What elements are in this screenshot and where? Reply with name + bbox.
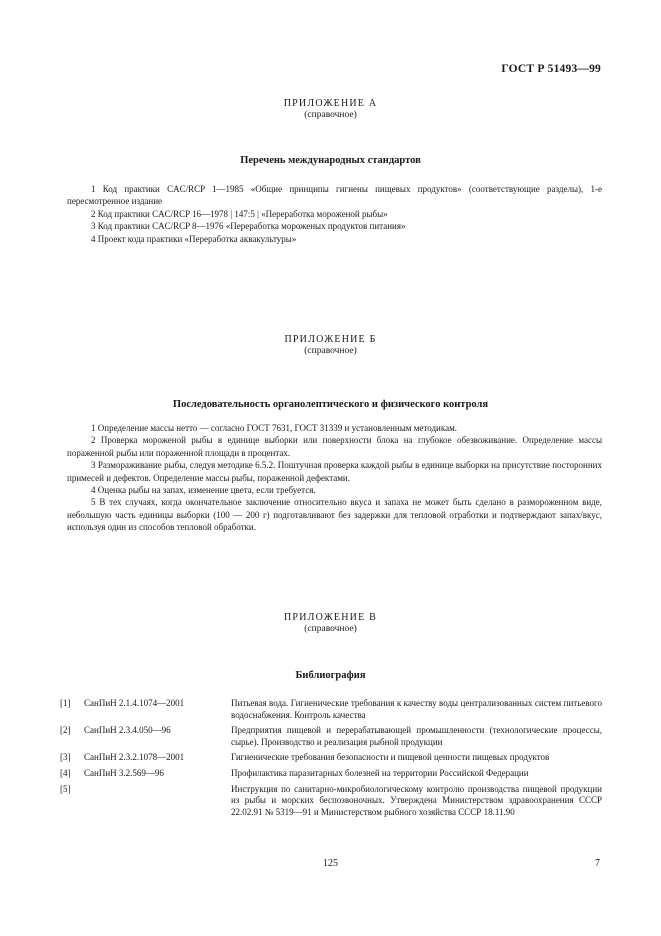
bib-number: [1] <box>60 698 71 708</box>
appendix-b-title: ПРИЛОЖЕНИЕ Б <box>284 334 377 345</box>
bib-number: [2] <box>60 725 71 736</box>
bibliography-row <box>60 784 602 823</box>
list-item: 2 Проверка мороженой рыбы в единице выборки или поверхности блока на глубокое обезвоживание. Определение массы пораженной рыбы или пораженной площади в процентах. <box>67 435 602 458</box>
bib-number: [3] <box>60 752 71 763</box>
bib-number: [4] <box>60 767 71 778</box>
standard-id: ГОСТ Р 51493—99 <box>501 63 601 75</box>
list-item: 5 В тех случаях, когда окончательное заключение относительно вкуса и запаха не может быть сделано в размороженном виде, небольшую часть единицы выборки (100 — 200 г) подготавливают без задержки для тепловой отработки и подтверждают запах/вкус, используя один из способов тепловой обработки. <box>67 497 602 533</box>
appendix-a-heading: Перечень международных стандартов <box>240 155 421 166</box>
list-item: 3 Размораживание рыбы, следуя методике 6.5.2. Поштучная проверка каждой рыбы в единице выборки на присутствие посторонних примесей и дефектов. Определение массы рыбы, пораженной дефектами. <box>67 460 602 483</box>
list-item: 2 Код практики CAC/RCP 16—1978 | 147:5 | «Переработка мороженой рыбы» <box>91 208 388 219</box>
bib-number: [5] <box>60 783 71 794</box>
list-item: 1 Код практики CAC/RCP 1—1985 «Общие принципы гигиены пищевых продуктов» (соответствующие разделы), 1-е пересмотренное издание <box>67 184 602 207</box>
bib-reference: СанПиН 2.1.4.1074—2001 <box>84 698 185 708</box>
bibliography-row <box>60 752 602 768</box>
bib-reference: СанПиН 3.2.569—96 <box>84 767 164 778</box>
bib-text: Гигиенические требования безопасности и пищевой ценности пищевых продуктов <box>231 752 550 763</box>
bibliography-row <box>60 768 602 784</box>
page-number-center: 125 <box>323 858 338 869</box>
list-item: 4 Проект кода практики «Переработка аквакультуры» <box>91 233 297 244</box>
appendix-a-title: ПРИЛОЖЕНИЕ А <box>283 98 378 109</box>
appendix-a-list <box>67 183 602 245</box>
bib-text: Предприятия пищевой и перерабатывающей промышленности (технологические процессы, сырье). Производство и реализация рыбной продукции <box>231 725 602 747</box>
bibliography-table <box>60 698 602 822</box>
list-item: 1 Определение массы нетто — согласно ГОСТ 7631, ГОСТ 31339 и установленным методикам. <box>91 423 458 433</box>
list-item: 3 Код практики CAC/RCP 8—1976 «Переработка мороженых продуктов питания» <box>91 221 406 232</box>
appendix-c-subtitle: (справочное) <box>304 624 357 634</box>
list-item: 4 Оценка рыбы на запах, изменение цвета, если требуется. <box>91 485 316 496</box>
page-number-right: 7 <box>595 858 600 869</box>
bib-reference <box>84 784 231 823</box>
appendix-b-heading: Последовательность органолептического и физического контроля <box>172 399 489 410</box>
appendix-c-title: ПРИЛОЖЕНИЕ В <box>284 612 377 623</box>
bibliography-row <box>60 698 602 725</box>
appendix-c-heading: Библиография <box>295 670 366 681</box>
appendix-b-list <box>67 422 602 534</box>
bib-text: Питьевая вода. Гигиенические требования к качеству воды централизованных систем питьевого водоснабжения. Контроль качества <box>231 698 602 720</box>
bib-text: Профилактика паразитарных болезней на территории Российской Федерации <box>231 767 529 778</box>
appendix-a-subtitle: (справочное) <box>304 110 357 120</box>
bib-reference: СанПиН 2.3.4.050—96 <box>84 725 171 736</box>
bib-reference: СанПиН 2.3.2.1078—2001 <box>84 752 185 763</box>
bibliography-row <box>60 725 602 752</box>
appendix-b-subtitle: (справочное) <box>304 346 357 356</box>
bib-text: Инструкция по санитарно-микробиологическому контролю производства пищевой продукции из рыбы и морских беспозвоночных. Утверждена Министерством здравоохранения СССР 22.02.91 № 5319—91 и Министерством рыбного хозяйства СССР 18.11.90 <box>231 783 602 817</box>
